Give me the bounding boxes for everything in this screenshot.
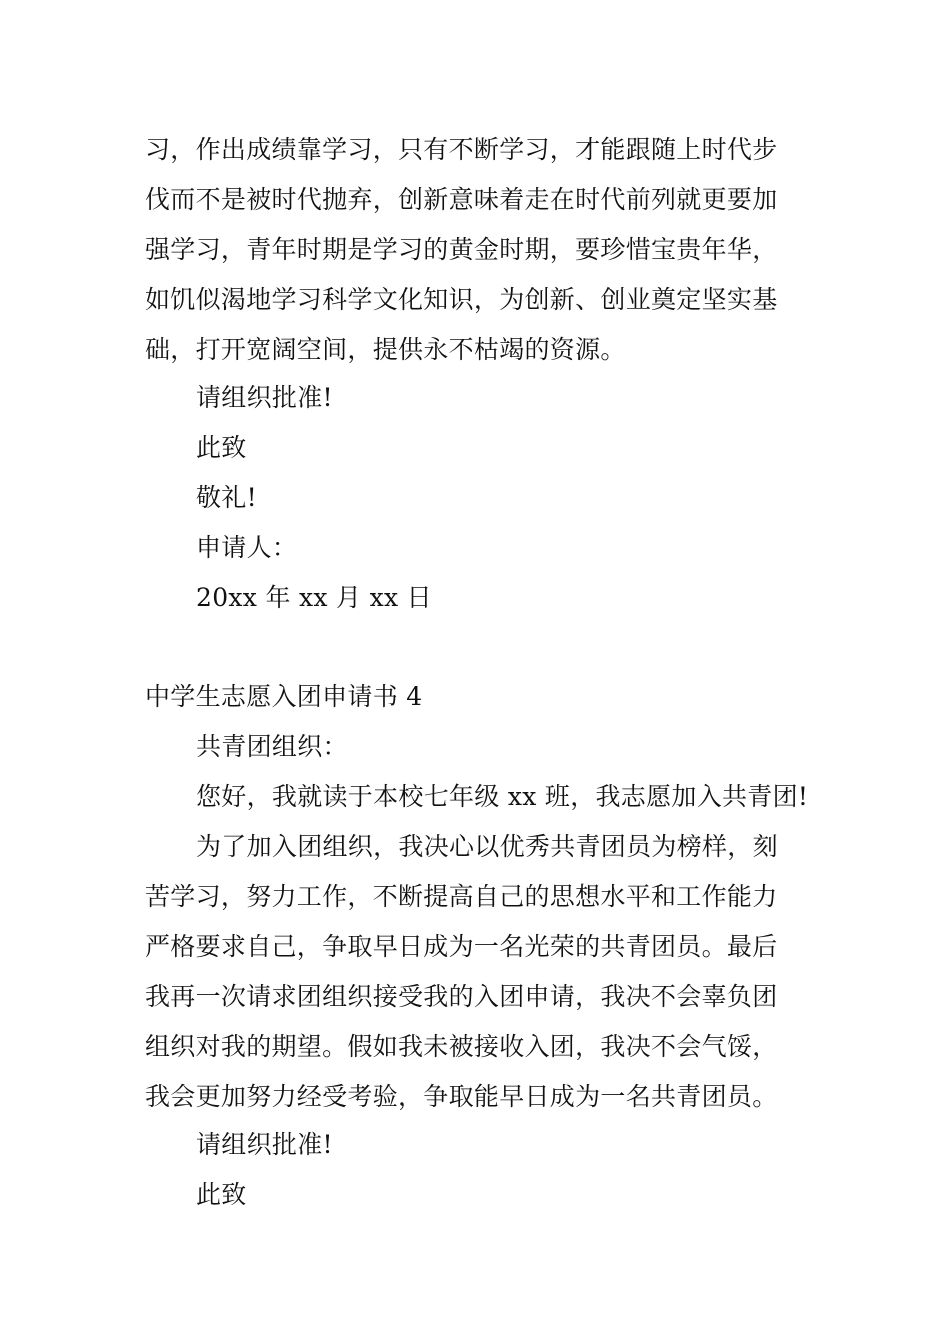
paragraph-line: 伐而不是被时代抛弃，创新意味着走在时代前列就更要加 bbox=[145, 185, 778, 214]
approval-request: 请组织批准! bbox=[196, 1130, 333, 1159]
applicant-label: 申请人： bbox=[196, 533, 298, 562]
paragraph-line: 习，作出成绩靠学习，只有不断学习，才能跟随上时代步 bbox=[145, 135, 778, 164]
paragraph-line: 础，打开宽阔空间，提供永不枯竭的资源。 bbox=[145, 335, 626, 364]
salutation-line: 此致 bbox=[196, 1180, 247, 1209]
salutation-line: 敬礼! bbox=[196, 483, 257, 512]
addressee-line: 共青团组织： bbox=[196, 732, 348, 761]
paragraph-line: 严格要求自己，争取早日成为一名光荣的共青团员。最后 bbox=[145, 932, 778, 961]
paragraph-line: 组织对我的期望。假如我未被接收入团，我决不会气馁， bbox=[145, 1032, 778, 1061]
paragraph-line: 为了加入团组织，我决心以优秀共青团员为榜样，刻 bbox=[196, 832, 778, 861]
paragraph-line: 如饥似渴地学习科学文化知识，为创新、创业奠定坚实基 bbox=[145, 285, 778, 314]
paragraph-line: 我再一次请求团组织接受我的入团申请，我决不会辜负团 bbox=[145, 982, 778, 1011]
paragraph-line: 我会更加努力经受考验，争取能早日成为一名共青团员。 bbox=[145, 1082, 778, 1111]
salutation-line: 此致 bbox=[196, 433, 247, 462]
intro-line: 您好，我就读于本校七年级 xx 班，我志愿加入共青团! bbox=[196, 782, 809, 811]
approval-request: 请组织批准! bbox=[196, 383, 333, 412]
date-line: 20xx 年 xx 月 xx 日 bbox=[196, 583, 432, 612]
section-title: 中学生志愿入团申请书 4 bbox=[145, 682, 423, 711]
paragraph-line: 苦学习，努力工作，不断提高自己的思想水平和工作能力 bbox=[145, 882, 778, 911]
paragraph-line: 强学习，青年时期是学习的黄金时期，要珍惜宝贵年华， bbox=[145, 235, 778, 264]
